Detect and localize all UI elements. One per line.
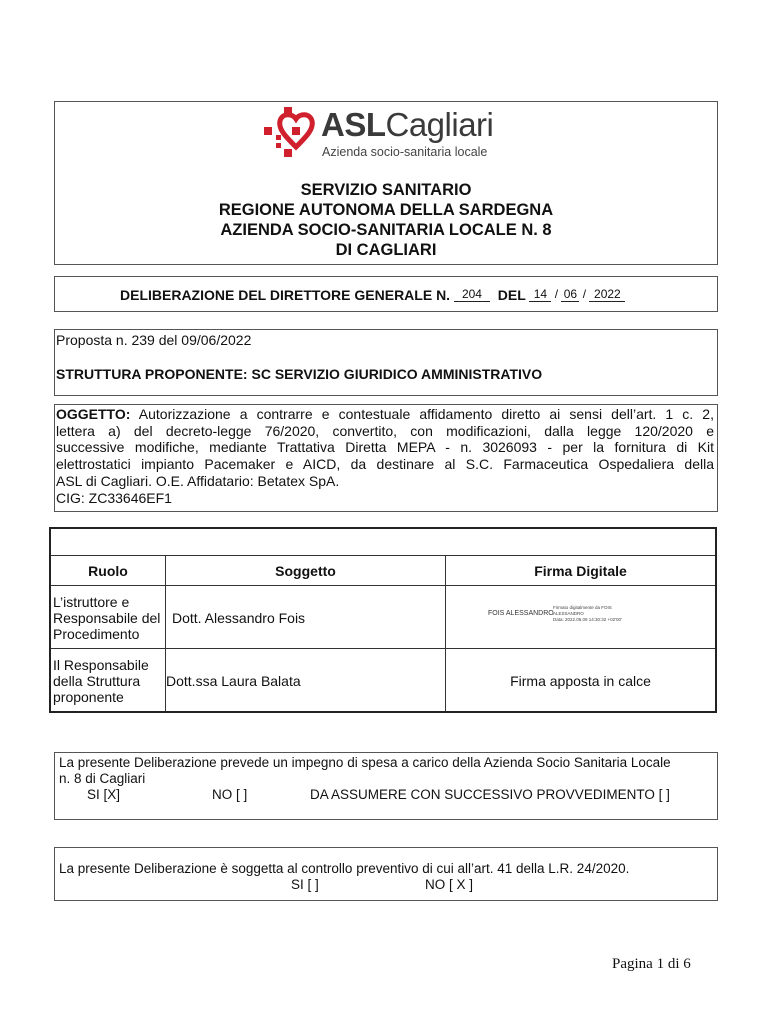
impegno-da-assumere: DA ASSUMERE CON SUCCESSIVO PROVVEDIMENTO [ ] — [310, 787, 670, 802]
row2-firma: Firma apposta in calce — [510, 673, 651, 689]
deliberazione-day: 14 — [529, 288, 551, 302]
header-soggetto: Soggetto — [275, 563, 336, 579]
logo-subtitle: Azienda socio-sanitaria locale — [322, 145, 488, 159]
header-line-3: AZIENDA SOCIO-SANITARIA LOCALE N. 8 — [220, 221, 552, 239]
controllo-no: NO [ X ] — [425, 877, 474, 892]
impegno-si: SI [X] — [87, 787, 121, 802]
deliberazione-line — [120, 287, 625, 303]
row1-soggetto: Dott. Alessandro Fois — [172, 610, 306, 626]
table-divider — [51, 555, 715, 556]
del-label: DEL — [497, 287, 526, 303]
asl-cross-heart-icon — [262, 105, 318, 161]
row1-ruolo: L’istruttore e Responsabile del Procedimento — [53, 594, 161, 642]
digital-signature-details: Firmato digitalmente da FOIS ALESSANDRO Data: 2022.06.09 14:30:32 +02'00' — [553, 605, 622, 622]
logo-wordmark: ASLCagliari — [321, 106, 494, 143]
proposta-text: Proposta n. 239 del 09/06/2022 — [56, 332, 252, 348]
table-divider — [51, 648, 715, 649]
header-ruolo: Ruolo — [88, 563, 128, 579]
oggetto-text: OGGETTO: Autorizzazione a contrarre e contestuale affidamento diretto ai sensi dell’art. 1 c. 2, lettera a) del decreto-legge 76/2020, convertito, con modificazioni, dalla legge 120/2020 e successive modifiche, mediante Trattativa Diretta MEPA - n. 3026093 - per la fornitura di Kit elettrostatici impianto Pacemaker e AICD, da destinare al S.C. Farmaceutica Ospedaliera della ASL di Cagliari. O.E. Affidatario: Betatex SpA. CIG: ZC33646EF1 — [56, 406, 714, 506]
deliberazione-label: DELIBERAZIONE DEL DIRETTORE GENERALE N. — [120, 287, 451, 303]
impegno-line-2: n. 8 di Cagliari — [59, 771, 146, 786]
impegno-line-1: La presente Deliberazione prevede un impegno di spesa a carico della Azienda Socio Sanitaria Locale — [59, 755, 671, 770]
table-divider — [51, 585, 715, 586]
deliberazione-year: 2022 — [589, 288, 625, 302]
row2-soggetto: Dott.ssa Laura Balata — [166, 673, 301, 689]
date-sep-2: / — [582, 287, 587, 301]
controllo-line-1: La presente Deliberazione è soggetta al controllo preventivo di cui all’art. 41 della L.R. 24/2020. — [59, 861, 630, 876]
struttura-proponente: STRUTTURA PROPONENTE: SC SERVIZIO GIURIDICO AMMINISTRATIVO — [56, 366, 543, 382]
page-number: Pagina 1 di 6 — [612, 956, 691, 972]
digital-signature-name: FOIS ALESSANDRO — [488, 610, 554, 617]
deliberazione-number: 204 — [454, 288, 490, 302]
asl-logo — [262, 105, 492, 161]
header-line-4: DI CAGLIARI — [335, 241, 437, 259]
deliberazione-month: 06 — [561, 288, 579, 302]
oggetto-label: OGGETTO: — [56, 406, 131, 422]
impegno-no: NO [ ] — [212, 787, 248, 802]
header-line-2: REGIONE AUTONOMA DELLA SARDEGNA — [218, 201, 554, 219]
controllo-si: SI [ ] — [291, 877, 319, 892]
row2-ruolo: Il Responsabile della Struttura proponente — [53, 657, 149, 705]
header-firma-digitale: Firma Digitale — [534, 563, 627, 579]
header-line-1: SERVIZIO SANITARIO — [300, 181, 472, 199]
date-sep-1: / — [554, 287, 559, 301]
